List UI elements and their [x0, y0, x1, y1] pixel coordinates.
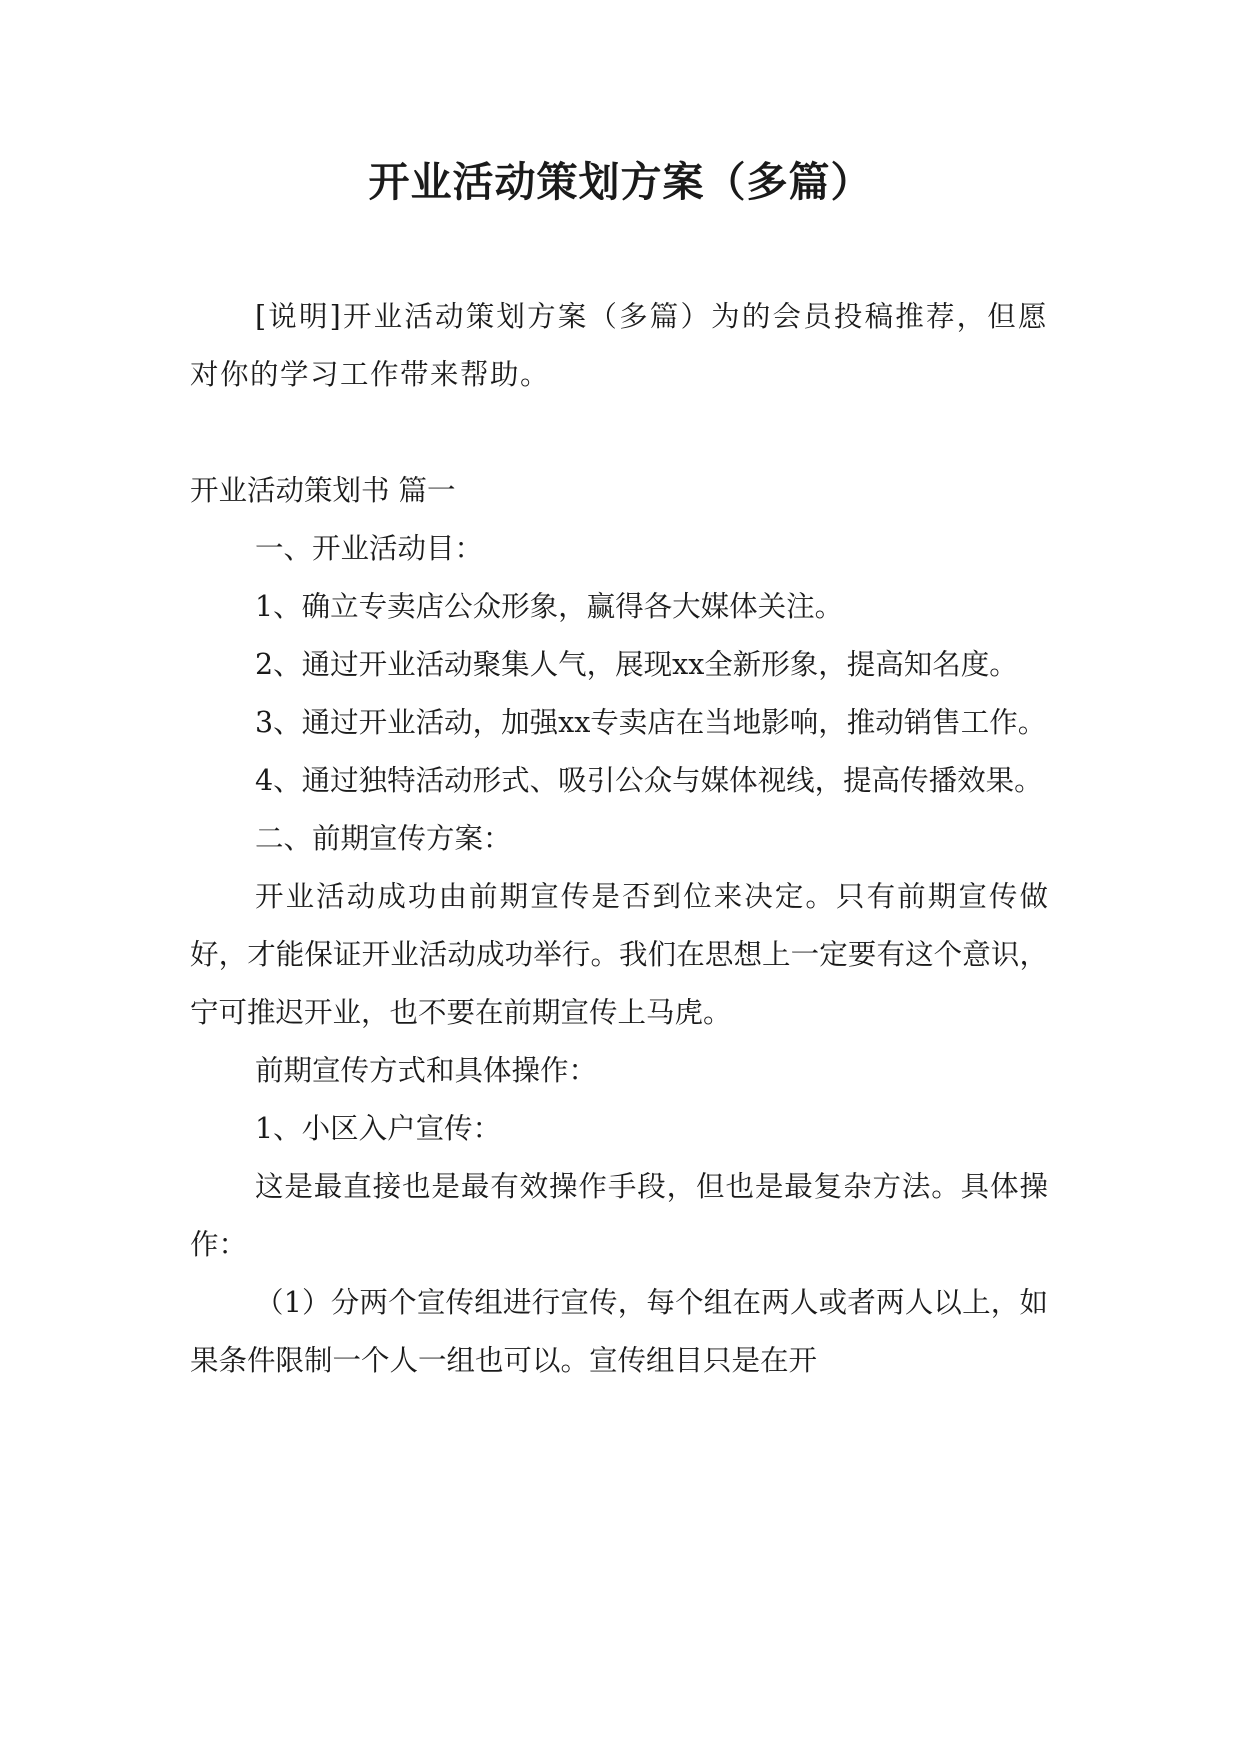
- document-body: [190, 288, 1048, 1390]
- paragraph-goal-4: 4、通过独特活动形式、吸引公众与媒体视线，提高传播效果。: [255, 764, 1043, 797]
- paragraph-spacer: [190, 404, 1048, 462]
- document-title: 开业活动策划方案（多篇）: [368, 158, 873, 206]
- paragraph-goal-1: 1、确立专卖店公众形象，赢得各大媒体关注。: [255, 590, 844, 623]
- paragraph-method-1-desc: 这是最直接也是最有效操作手段，但也是最复杂方法。具体操作：: [190, 1170, 1048, 1261]
- paragraph-promo-heading: 二、前期宣传方案：: [255, 822, 512, 855]
- paragraph-method-1: 1、小区入户宣传：: [255, 1112, 502, 1145]
- paragraph-goal-2: 2、通过开业活动聚集人气，展现xx全新形象，提高知名度。: [255, 648, 1018, 681]
- note-paragraph: [说明]开业活动策划方案（多篇）为的会员投稿推荐，但愿对你的学习工作带来帮助。: [190, 300, 1048, 391]
- paragraph-method-1-step-1: （1）分两个宣传组进行宣传，每个组在两人或者两人以上，如果条件限制一个人一组也可以。宣传组目只是在开: [190, 1286, 1048, 1377]
- paragraph-promo-intro: 开业活动成功由前期宣传是否到位来决定。只有前期宣传做好，才能保证开业活动成功举行。我们在思想上一定要有这个意识，宁可推迟开业，也不要在前期宣传上马虎。: [190, 880, 1048, 1029]
- section-heading: 开业活动策划书 篇一: [190, 474, 456, 507]
- paragraph-goals-heading: 一、开业活动目：: [255, 532, 484, 565]
- paragraph-promo-methods: 前期宣传方式和具体操作：: [255, 1054, 598, 1087]
- paragraph-goal-3: 3、通过开业活动，加强xx专卖店在当地影响，推动销售工作。: [255, 706, 1047, 739]
